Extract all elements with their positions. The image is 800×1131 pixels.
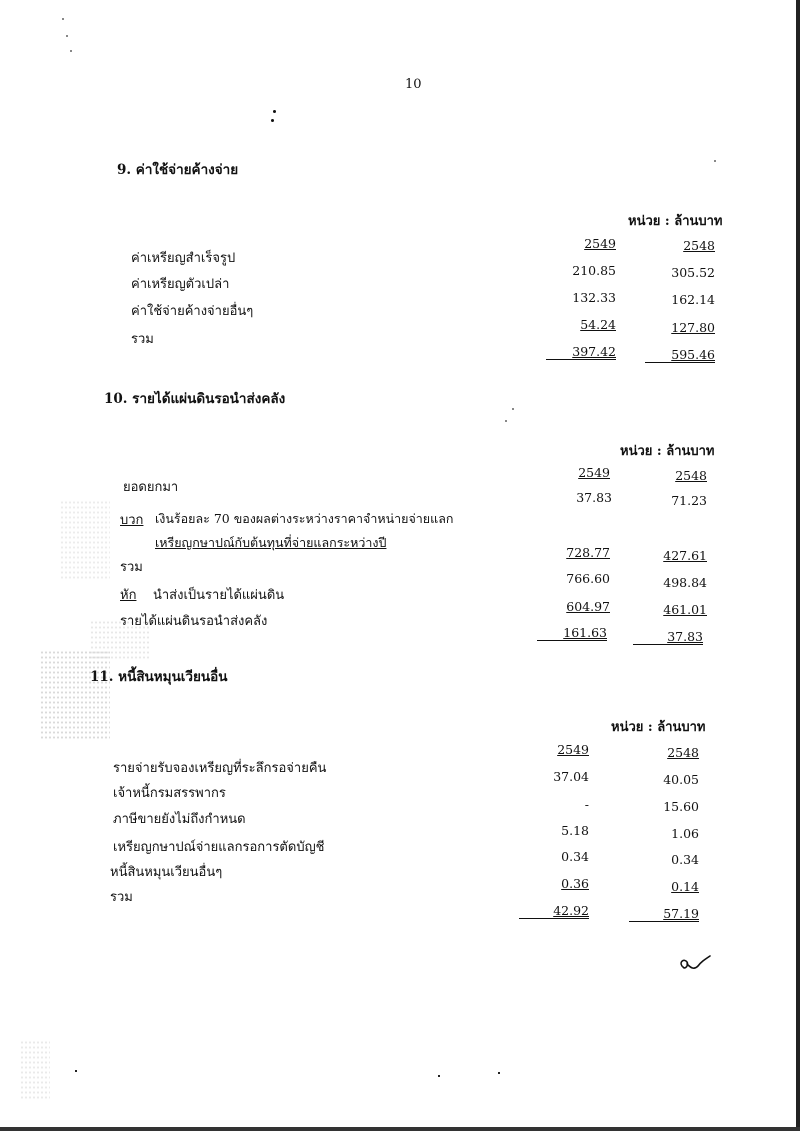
section-10-add-label-line2: [155, 533, 386, 553]
section-11-row-value-2549: 5.18: [561, 823, 589, 838]
speck: [271, 119, 274, 122]
section-10-add-value-2549: 37.83: [576, 490, 612, 505]
speck: [75, 1070, 77, 1072]
scan-noise-left-1: [40, 650, 110, 740]
section-9-col-2548: 2548: [683, 238, 715, 253]
scan-edge-bottom: [0, 1127, 800, 1131]
section-9-total-2549: 397.42: [546, 344, 616, 360]
section-10-total-label: รวม: [120, 560, 143, 575]
section-10-total-2549: 728.77: [566, 545, 610, 560]
section-11-unit: หน่วย : ล้านบาท: [611, 720, 706, 735]
scan-noise-left-2: [60, 500, 110, 580]
section-10-less-label: นำส่งเป็นรายได้แผ่นดิน: [153, 588, 285, 603]
handwritten-initials: [676, 950, 716, 976]
section-10-remaining-label: รายได้แผ่นดินรอนำส่งคลัง: [120, 614, 268, 629]
section-10-final-2549: 161.63: [537, 625, 607, 641]
section-11-heading: 11. หนี้สินหมุนเวียนอื่น: [90, 669, 228, 685]
section-10-less-prefix: หัก: [120, 588, 137, 603]
speck: [512, 408, 514, 410]
section-11-total-2548: 57.19: [629, 906, 699, 922]
scan-edge-right: [796, 0, 800, 1131]
section-9-heading: 9. ค่าใช้จ่ายค้างจ่าย: [117, 162, 239, 178]
section-11-row-value-2548: 0.14: [671, 879, 699, 894]
section-9-row-value-2548: 127.80: [671, 320, 715, 335]
section-10-total-2548: 427.61: [663, 548, 707, 563]
section-11-row-label: รายจ่ายรับจองเหรียญที่ระลึกรอจ่ายคืน: [113, 761, 327, 776]
section-10-add-label-line2-text: เหรียญกษาปณ์กับต้นทุนที่จ่ายแลกระหว่างปี: [155, 535, 387, 550]
speck: [505, 420, 507, 422]
section-11-row-value-2549: 0.34: [561, 849, 589, 864]
section-10-brought-forward-label: ยอดยกมา: [123, 480, 179, 495]
section-11-row-label: เจ้าหนี้กรมสรรพากร: [113, 786, 226, 801]
section-10-heading: 10. รายได้แผ่นดินรอนำส่งคลัง: [104, 391, 286, 407]
section-9-col-2549: 2549: [584, 236, 616, 251]
section-9-row-label: ค่าเหรียญสำเร็จรูป: [131, 251, 236, 266]
section-11-col-2549: 2549: [557, 742, 589, 757]
section-10-unit: หน่วย : ล้านบาท: [620, 444, 715, 459]
section-10-add-value-2548: 71.23: [671, 493, 707, 508]
speck: [273, 110, 276, 113]
section-11-row-value-2548: 15.60: [663, 799, 699, 814]
section-9-row-label: ค่าเหรียญตัวเปล่า: [131, 277, 230, 292]
section-10-add-label-line1: เงินร้อยละ 70 ของผลต่างระหว่างราคาจำหน่ายจ่ายแลก: [155, 511, 454, 526]
section-11-row-value-2548: 1.06: [671, 826, 699, 841]
speck: [714, 160, 716, 162]
section-10-remaining-2548: 461.01: [663, 602, 707, 617]
section-11-row-value-2549: -: [584, 797, 589, 812]
section-9-row-value-2548: 162.14: [671, 292, 715, 307]
section-9-total-2548: 595.46: [645, 347, 715, 363]
section-9-unit: หน่วย : ล้านบาท: [628, 214, 723, 229]
section-11-row-value-2549: 37.04: [553, 769, 589, 784]
scan-noise-left-4: [20, 1040, 50, 1100]
page-number: 10: [405, 77, 422, 92]
section-10-remaining-2549: 604.97: [566, 599, 610, 614]
section-11-col-2548: 2548: [667, 745, 699, 760]
section-9-row-value-2549: 210.85: [572, 263, 616, 278]
section-10-less-value-2548: 498.84: [663, 575, 707, 590]
section-11-row-value-2549: 0.36: [561, 876, 589, 891]
section-11-row-value-2548: 40.05: [663, 772, 699, 787]
section-9-row-value-2549: 132.33: [572, 290, 616, 305]
speck: [498, 1072, 500, 1074]
section-10-final-2548: 37.83: [633, 629, 703, 645]
section-9-row-label: ค่าใช้จ่ายค้างจ่ายอื่นๆ: [131, 304, 254, 319]
speck: [438, 1075, 440, 1077]
section-10-col-2549: 2549: [578, 465, 610, 480]
section-9-row-value-2548: 305.52: [671, 265, 715, 280]
section-11-row-value-2548: 0.34: [671, 852, 699, 867]
section-10-less-value-2549: 766.60: [566, 571, 610, 586]
section-11-total-label: รวม: [110, 890, 133, 905]
section-11-row-label: ภาษีขายยังไม่ถึงกำหนด: [113, 812, 246, 827]
section-9-total-label: รวม: [131, 332, 154, 347]
section-10-col-2548: 2548: [675, 468, 707, 483]
speck: [66, 35, 68, 37]
section-9-row-value-2549: 54.24: [580, 317, 616, 332]
section-11-row-label: หนี้สินหมุนเวียนอื่นๆ: [110, 865, 223, 880]
speck: [62, 18, 64, 20]
speck: [70, 50, 72, 52]
section-11-total-2549: 42.92: [519, 903, 589, 919]
section-11-row-label: เหรียญกษาปณ์จ่ายแลกรอการตัดบัญชี: [113, 840, 325, 855]
section-10-add-prefix: บวก: [120, 513, 144, 528]
